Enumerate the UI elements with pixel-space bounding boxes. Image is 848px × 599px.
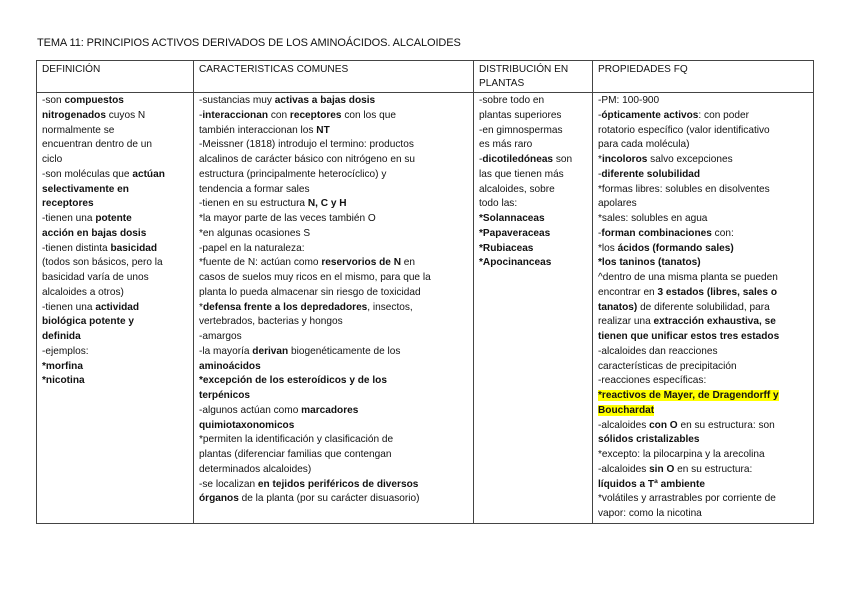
text-line — [199, 345, 470, 360]
cell-definicion — [37, 93, 194, 524]
text-line — [598, 242, 810, 257]
highlighted-text: Bouchardat — [598, 404, 655, 416]
text-line — [598, 109, 810, 124]
text-segment: *sales: solubles en agua — [598, 213, 708, 224]
text-line — [598, 507, 810, 522]
text-line — [598, 478, 810, 493]
text-line — [598, 448, 810, 463]
text-line — [598, 463, 810, 478]
text-line — [479, 138, 589, 153]
text-segment: vertebrados, bacterias y hongos — [199, 316, 343, 328]
bold-text: nitrogenados — [42, 109, 106, 121]
bold-text: receptores — [42, 198, 94, 210]
text-segment: salvo excepciones — [647, 154, 733, 165]
bold-text: basicidad — [110, 242, 158, 254]
bold-text: potente — [95, 213, 132, 224]
text-line — [42, 183, 190, 198]
text-segment: determinados alcaloides) — [199, 463, 312, 475]
text-line — [42, 301, 190, 316]
bold-text: *morfina — [42, 360, 83, 372]
text-line — [199, 124, 470, 139]
text-segment: de la planta (por su carácter disuasorio) — [238, 493, 420, 505]
text-line — [479, 168, 589, 183]
text-segment: *la mayor parte de las veces también O — [199, 213, 376, 224]
text-segment: ciclo — [42, 154, 63, 165]
text-segment: tendencia a formar sales — [199, 183, 310, 195]
bold-text: selectivamente en — [42, 183, 129, 195]
text-line — [42, 109, 190, 124]
text-segment: * — [598, 154, 602, 165]
text-line — [598, 330, 810, 345]
summary-table — [36, 60, 814, 524]
text-segment: -en gimnospermas — [479, 124, 563, 136]
bold-text: *Rubiaceas — [479, 242, 534, 254]
text-line — [598, 374, 810, 389]
bold-text: incoloros — [601, 154, 648, 165]
text-line — [598, 168, 810, 183]
text-line — [598, 315, 810, 330]
text-segment: - — [479, 154, 483, 165]
text-line — [598, 124, 810, 139]
text-segment: -PM: 100-900 — [598, 95, 660, 106]
bold-text: ópticamente activos — [601, 109, 699, 121]
text-segment: características de precipitación — [598, 360, 737, 372]
text-segment: son — [553, 154, 573, 165]
text-segment: * — [199, 301, 203, 313]
bold-text: NT — [316, 124, 330, 136]
text-segment: es más raro — [479, 139, 533, 151]
text-segment: alcalinos de carácter básico con nitrógeno en su — [199, 154, 416, 165]
header-caracteristicas: CARACTERISTICAS COMUNES — [194, 61, 474, 93]
text-line — [42, 242, 190, 257]
text-line — [199, 197, 470, 212]
bold-text: tanatos) — [598, 301, 638, 313]
bold-text: aminoácidos — [199, 360, 261, 372]
text-segment: -ejemplos: — [42, 345, 89, 357]
bold-text: acción en bajas dosis — [42, 227, 147, 239]
header-propiedades: PROPIEDADES FQ — [593, 61, 814, 93]
text-segment: realizar una — [598, 316, 654, 328]
text-line — [199, 94, 470, 109]
text-line — [42, 315, 190, 330]
bold-text: actúan — [132, 168, 165, 180]
text-segment: encontrar en — [598, 286, 658, 298]
text-line — [479, 256, 589, 271]
text-line — [199, 138, 470, 153]
text-segment: *en algunas ocasiones S — [199, 227, 311, 239]
text-line — [199, 389, 470, 404]
text-line — [199, 256, 470, 271]
text-line — [42, 212, 190, 227]
text-line — [199, 478, 470, 493]
text-line — [598, 301, 810, 316]
text-segment: alcaloides, sobre — [479, 183, 555, 195]
text-segment: -reacciones específicas: — [598, 375, 707, 387]
text-line — [598, 138, 810, 153]
text-segment: -son — [42, 95, 65, 106]
text-segment: todo las: — [479, 198, 518, 210]
text-segment: en su estructura: son — [677, 419, 775, 431]
text-segment: -tienen una — [42, 213, 96, 224]
text-segment: estructura (principalmente heterocíclico) y — [199, 168, 387, 180]
text-line — [199, 301, 470, 316]
bold-text: diferente solubilidad — [601, 168, 701, 180]
bold-text: sin O — [649, 463, 675, 475]
text-line — [42, 94, 190, 109]
text-line — [598, 286, 810, 301]
text-segment: (todos son básicos, pero la — [42, 257, 163, 269]
text-segment: encuentran dentro de un — [42, 139, 152, 151]
bold-text: *Solannaceas — [479, 213, 545, 224]
text-segment: cuyos N — [105, 109, 146, 121]
text-segment: -algunos actúan como — [199, 404, 302, 416]
text-segment: -la mayoría — [199, 345, 253, 357]
text-segment: casos de suelos muy ricos en el mismo, para que la — [199, 272, 431, 283]
text-line — [199, 271, 470, 286]
header-distribucion: DISTRIBUCIÓN EN PLANTAS — [474, 61, 593, 93]
bold-text: órganos — [199, 493, 239, 505]
text-line — [199, 242, 470, 257]
bold-text: en tejidos periféricos de diversos — [257, 478, 419, 490]
text-line — [42, 286, 190, 301]
bold-text: derivan — [252, 345, 289, 357]
text-line — [598, 419, 810, 434]
bold-text: interaccionan — [202, 109, 269, 121]
text-line — [42, 138, 190, 153]
text-line — [199, 360, 470, 375]
text-line — [598, 256, 810, 271]
text-line — [199, 212, 470, 227]
bold-text: *Papaveraceas — [479, 227, 551, 239]
text-segment: vapor: como la nicotina — [598, 508, 702, 519]
text-line — [598, 492, 810, 507]
bold-text: receptores — [289, 109, 342, 121]
text-segment: plantas (diferenciar familias que contengan — [199, 449, 392, 460]
text-line — [42, 345, 190, 360]
text-line — [479, 242, 589, 257]
text-segment: también interaccionan los — [199, 124, 317, 136]
text-segment: -alcaloides — [598, 463, 650, 475]
bold-text: reservorios de N — [321, 257, 401, 269]
text-segment: para cada molécula) — [598, 139, 690, 151]
text-line — [479, 94, 589, 109]
text-line — [479, 212, 589, 227]
bold-text: definida — [42, 331, 81, 342]
bold-text: extracción exhaustiva, se — [653, 316, 776, 328]
bold-text: activas a bajas dosis — [274, 95, 376, 106]
text-segment: las que tienen más — [479, 168, 564, 180]
text-line — [199, 153, 470, 168]
text-line — [598, 227, 810, 242]
text-line — [479, 227, 589, 242]
text-line — [42, 227, 190, 242]
text-line — [598, 389, 810, 404]
text-segment: apolares — [598, 198, 637, 210]
bold-text: sólidos cristalizables — [598, 434, 700, 446]
text-segment: - — [598, 227, 602, 239]
text-segment: normalmente se — [42, 124, 115, 136]
bold-text: quimiotaxonomicos — [199, 419, 295, 431]
text-segment: planta lo pueda almacenar sin riesgo de toxicidad — [199, 286, 421, 298]
bold-text: ácidos (formando sales) — [617, 242, 734, 254]
bold-text: líquidos a Tª ambiente — [598, 478, 705, 490]
cell-distribucion — [474, 93, 593, 524]
text-segment: - — [199, 109, 203, 121]
text-line — [199, 463, 470, 478]
text-line — [199, 492, 470, 507]
text-segment: -alcaloides dan reacciones — [598, 345, 718, 357]
text-segment: -tienen una — [42, 301, 96, 313]
text-line — [42, 256, 190, 271]
text-segment: alcaloides a otros) — [42, 286, 124, 298]
text-segment: -sustancias muy — [199, 95, 275, 106]
text-segment: -tienen en su estructura — [199, 198, 308, 210]
text-segment: -son moléculas que — [42, 168, 133, 180]
text-line — [199, 168, 470, 183]
text-line — [42, 271, 190, 286]
text-segment: -papel en la naturaleza: — [199, 242, 305, 254]
text-segment: con — [268, 109, 290, 121]
text-line — [479, 183, 589, 198]
bold-text: con O — [649, 419, 678, 431]
text-segment: con los que — [341, 109, 396, 121]
text-line — [598, 212, 810, 227]
bold-text: biológica potente y — [42, 316, 134, 328]
text-line — [598, 94, 810, 109]
text-line — [479, 124, 589, 139]
text-line — [42, 374, 190, 389]
text-line — [199, 374, 470, 389]
text-line — [199, 286, 470, 301]
text-segment: *fuente de N: actúan como — [199, 257, 322, 269]
text-segment: -alcaloides — [598, 419, 650, 431]
text-segment: en su estructura: — [674, 463, 753, 475]
text-segment: -amargos — [199, 331, 242, 342]
bold-text: *Apocinanceas — [479, 257, 552, 269]
text-line — [199, 448, 470, 463]
document-title: TEMA 11: PRINCIPIOS ACTIVOS DERIVADOS DE LOS AMINOÁCIDOS. ALCALOIDES — [37, 37, 461, 49]
bold-text: *nicotina — [42, 375, 85, 387]
bold-text: forman combinaciones — [601, 227, 712, 239]
header-definicion: DEFINICIÓN — [37, 61, 194, 93]
bold-text: compuestos — [64, 95, 124, 106]
text-line — [42, 360, 190, 375]
text-line — [199, 404, 470, 419]
text-line — [199, 315, 470, 330]
text-segment: en — [401, 257, 416, 269]
text-segment: -Meissner (1818) introdujo el termino: productos — [199, 139, 414, 151]
text-line — [598, 360, 810, 375]
highlighted-text: *reactivos de Mayer, de Dragendorff y — [598, 390, 779, 401]
text-line — [42, 197, 190, 212]
text-segment: -tienen distinta — [42, 242, 111, 254]
text-line — [199, 183, 470, 198]
text-line — [479, 197, 589, 212]
text-line — [199, 419, 470, 434]
text-segment: *los — [598, 242, 618, 254]
cell-caracteristicas — [194, 93, 474, 524]
text-segment: ^dentro de una misma planta se pueden — [598, 272, 778, 283]
table-header-row — [37, 61, 814, 93]
text-line — [479, 109, 589, 124]
text-line — [42, 124, 190, 139]
text-segment: con: — [711, 227, 734, 239]
bold-text: *los taninos (tanatos) — [598, 257, 701, 269]
bold-text: terpénicos — [199, 390, 251, 401]
text-line — [479, 153, 589, 168]
bold-text: marcadores — [301, 404, 359, 416]
bold-text: N, C y H — [307, 198, 347, 210]
bold-text: *excepción de los esteroídicos y de los — [199, 375, 387, 387]
text-line — [598, 345, 810, 360]
text-segment: biogenéticamente de los — [288, 345, 401, 357]
text-segment: plantas superiores — [479, 109, 562, 121]
text-segment: *permiten la identificación y clasificación de — [199, 434, 394, 446]
text-segment: , insectos, — [367, 301, 413, 313]
text-line — [42, 330, 190, 345]
text-line — [598, 197, 810, 212]
text-line — [598, 183, 810, 198]
text-segment: de diferente solubilidad, para — [637, 301, 770, 313]
text-segment: -se localizan — [199, 478, 258, 490]
text-segment: basicidad varía de unos — [42, 272, 149, 283]
bold-text: actividad — [95, 301, 140, 313]
text-line — [42, 168, 190, 183]
cell-propiedades — [593, 93, 814, 524]
text-segment: - — [598, 168, 602, 180]
text-line — [199, 433, 470, 448]
text-segment: *volátiles y arrastrables por corriente de — [598, 493, 776, 505]
bold-text: tienen que unificar estos tres estados — [598, 331, 780, 342]
text-segment: : con poder — [698, 109, 749, 121]
text-line — [598, 271, 810, 286]
text-segment: rotatorio específico (valor identificativo — [598, 124, 770, 136]
text-line — [42, 153, 190, 168]
bold-text: dicotiledóneas — [482, 154, 554, 165]
text-line — [598, 433, 810, 448]
text-line — [598, 404, 810, 419]
table-row — [37, 93, 814, 524]
text-segment: -sobre todo en — [479, 95, 545, 106]
text-line — [199, 330, 470, 345]
bold-text: 3 estados (libres, sales o — [657, 286, 777, 298]
text-segment: *excepto: la pilocarpina y la arecolina — [598, 449, 765, 460]
text-line — [598, 153, 810, 168]
text-line — [199, 227, 470, 242]
text-segment: - — [598, 109, 602, 121]
text-line — [199, 109, 470, 124]
text-segment: *formas libres: solubles en disolventes — [598, 183, 770, 195]
bold-text: defensa frente a los depredadores — [202, 301, 368, 313]
